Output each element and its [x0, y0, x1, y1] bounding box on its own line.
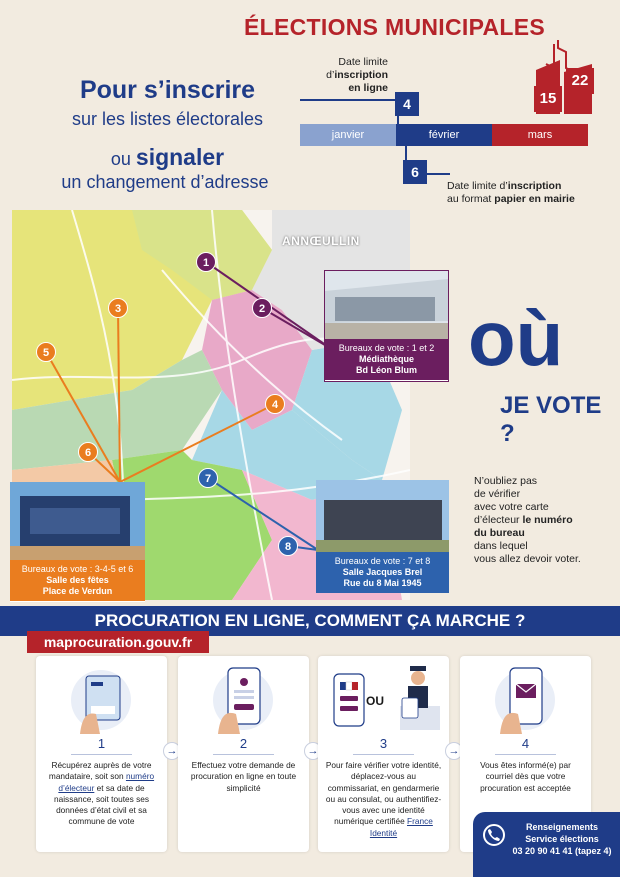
month-february: février	[396, 124, 492, 146]
step-2-text: Effectuez votre demande de procuration en ligne en toute simplicité	[190, 760, 297, 793]
step-1-text: Récupérez auprès de votre mandataire, soit son numéro d’électeur et sa date de naissance, soit toutes ses données d’état civil et sa commune de vote	[48, 760, 155, 827]
deadline-connector	[425, 172, 450, 176]
salle-jacques-brel-caption: Bureaux de vote : 7 et 8 Salle Jacques Brel Rue du 8 Mai 1945	[316, 552, 449, 593]
card-salle-jacques-brel[interactable]	[316, 480, 449, 592]
contact-line-2: Service élections	[525, 834, 599, 844]
step-1-card	[36, 656, 167, 852]
step-4-text: Vous êtes informé(e) par courriel dès que votre procuration est acceptée	[480, 760, 571, 793]
town-label: ANNŒULLIN	[282, 234, 360, 248]
step-4-divider	[495, 754, 556, 755]
arrow-right-icon: →	[163, 742, 181, 760]
step-1-divider	[71, 754, 132, 755]
salle-des-fetes-caption: Bureaux de vote : 3-4-5 et 6 Salle des fêtes Place de Verdun	[10, 560, 145, 601]
month-march: mars	[492, 124, 588, 146]
salle-jacques-brel-photo	[316, 480, 449, 552]
step-2-number: 2	[239, 736, 248, 751]
numero-electeur-link[interactable]: numéro d’électeur	[58, 771, 155, 793]
step-2-card	[178, 656, 309, 852]
phone-icon	[483, 824, 505, 846]
signal-heading: ou signaler	[110, 144, 225, 170]
contact-phone-number[interactable]: 03 20 90 41 41 (tapez 4)	[512, 846, 612, 856]
ou-heading: où	[468, 294, 564, 382]
email-notification-illustration	[460, 656, 591, 734]
card-salle-des-fetes[interactable]	[10, 482, 145, 602]
france-identite-link[interactable]: France Identité	[369, 816, 433, 838]
elections-title: ÉLECTIONS MUNICIPALES	[244, 14, 546, 40]
arrow-right-icon: →	[304, 742, 322, 760]
procuration-url-link[interactable]: maprocuration.gouv.fr	[27, 631, 209, 653]
months-timeline	[300, 124, 588, 146]
arrow-right-icon: →	[445, 742, 463, 760]
deadline-online-day: 4	[395, 92, 419, 116]
election-day-2: 22	[566, 68, 594, 94]
reminder-text: N’oubliez pas de vérifier avec votre carte d’électeur le numéro du bureau dans lequel vous allez devoir voter.	[474, 475, 581, 565]
marker-2[interactable]: 2	[252, 298, 272, 318]
step-3-card	[318, 656, 449, 852]
contact-box[interactable]	[473, 812, 620, 877]
month-january: janvier	[300, 124, 396, 146]
deadline-online-label: Date limite d’inscription en ligne	[326, 56, 388, 94]
card-mediatheque[interactable]	[324, 270, 449, 382]
phone-form-illustration	[178, 656, 309, 734]
step-3-text: Pour faire vérifier votre identité, déplacez-vous au commissariat, en gendarmerie ou au consulat, ou authentifiez-vous avec une identité numérique certifiée France Identité	[325, 760, 442, 838]
je-vote-heading: JE VOTE ?	[500, 392, 602, 447]
step-2-divider	[213, 754, 274, 755]
mediatheque-caption: Bureaux de vote : 1 et 2 Médiathèque Bd Léon Blum	[325, 339, 448, 380]
marker-8[interactable]: 8	[278, 536, 298, 556]
marker-3[interactable]: 3	[108, 298, 128, 318]
step-4-number: 4	[521, 736, 530, 751]
marker-6[interactable]: 6	[78, 442, 98, 462]
contact-line-1: Renseignements	[525, 822, 599, 832]
register-heading: Pour s’inscrire	[79, 76, 256, 104]
deadline-mairie-day: 6	[403, 160, 427, 184]
salle-des-fetes-photo	[10, 482, 145, 560]
marker-7[interactable]: 7	[198, 468, 218, 488]
address-change-line: un changement d’adresse	[61, 172, 269, 192]
marker-4[interactable]: 4	[265, 394, 285, 414]
marker-1[interactable]: 1	[196, 252, 216, 272]
voter-card-illustration	[36, 656, 167, 734]
marker-5[interactable]: 5	[36, 342, 56, 362]
step-3-number: 3	[379, 736, 388, 751]
step-3-divider	[353, 754, 414, 755]
step-1-number: 1	[97, 736, 106, 751]
or-label: OU	[366, 694, 384, 708]
mediatheque-photo	[325, 271, 448, 339]
deadline-mairie-label: Date limite d’inscription au format papier en mairie	[447, 180, 575, 205]
election-day-1: 15	[534, 86, 562, 112]
register-subheading: sur les listes électorales	[71, 109, 264, 129]
procuration-banner: PROCURATION EN LIGNE, COMMENT ÇA MARCHE ?	[0, 606, 620, 636]
